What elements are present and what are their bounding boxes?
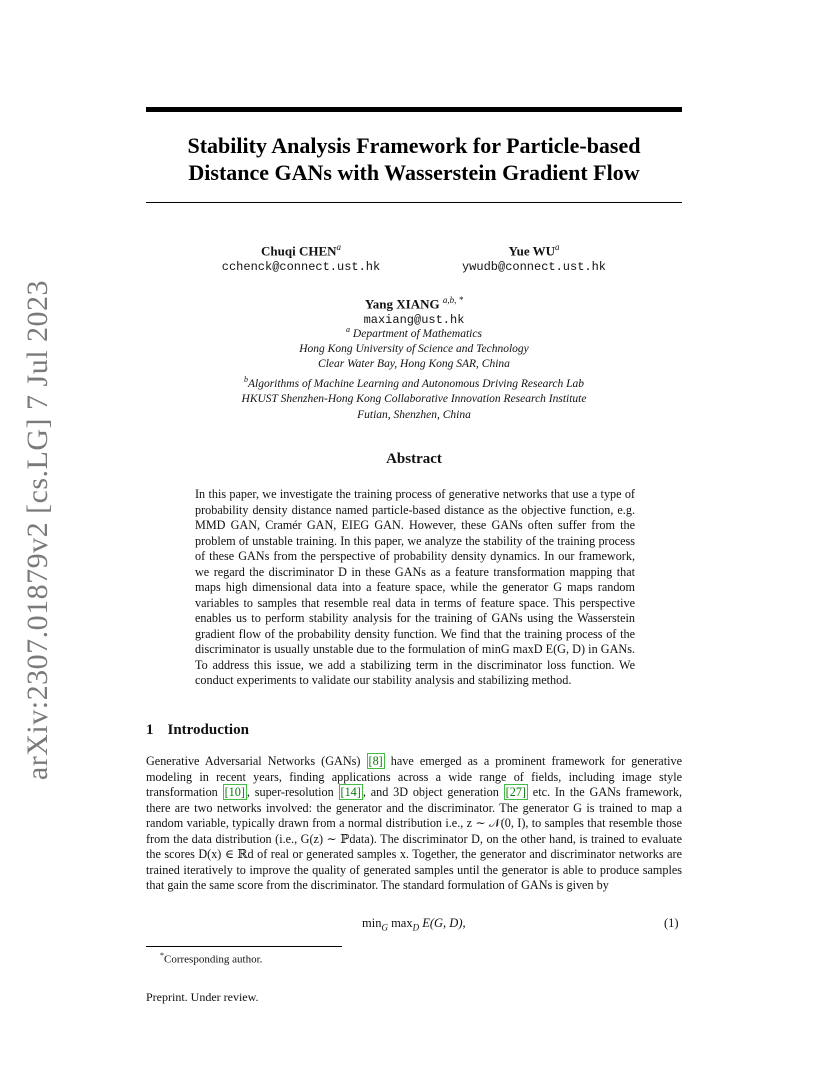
author-block [181, 239, 421, 276]
section-title: Introduction [167, 722, 249, 738]
arxiv-identifier-text: arXiv:2307.01879v2 [cs.LG] 7 Jul 2023 [21, 279, 54, 781]
section-number: 1 [146, 722, 154, 738]
author-email: ywudb@connect.ust.hk [461, 260, 607, 275]
author-email: cchenck@connect.ust.hk [221, 260, 381, 275]
author-block [414, 239, 654, 276]
section-heading [146, 722, 249, 739]
arxiv-identifier [8, 279, 68, 781]
citation-link[interactable]: [8] [368, 754, 383, 768]
author-name: Yang XIANG $^{a,b, *}$ [364, 295, 464, 312]
affiliation-line: Futian, Shenzhen, China [357, 408, 471, 421]
abstract-heading: Abstract [386, 451, 442, 467]
equation-1: $\min_G \max_D E(G$, D), [362, 916, 466, 933]
affiliation-line: HKUST Shenzhen-Hong Kong Collaborative Innovation Research Institute [241, 393, 587, 406]
paper-title: Stability Analysis Framework for Particle-based Distance GANs with Wasserstein Gradient Flow [187, 133, 641, 185]
author-name: Yue $WU^a$ [508, 242, 560, 259]
citation-link[interactable]: [14] [340, 785, 361, 799]
author-name: Chuqi CHEN$^a$ [261, 242, 341, 259]
affiliation-line: $^a$ Department of Mathematics [346, 325, 482, 340]
footnote-rule [146, 946, 342, 947]
citation-link[interactable]: [27] [505, 785, 526, 799]
equation-number: (1) [664, 916, 679, 930]
preprint-note: Preprint. Under review. [146, 990, 259, 1004]
affiliation-line: $^b$Algorithms of Machine Learning and Autonomous Driving Research Lab [243, 375, 585, 391]
intro-paragraph: Generative Adversarial Networks (GANs) [8] have emerged as a prominent framework for generative modeling in recent years, finding applications across a wide range of fields, including image style transformation [10] , super-resolution [14] , and 3D object generation [27] etc. In the GANs framework, there are two networks involved: the generator and the discriminator. The generator G is trained to map a random variable, typically drawn from a normal distribution i.e., z ∼ 𝒩(0, I), to samples that resemble those from the data distribution (i.e., G(z) ∼ ℙdata). The discriminator D, on the other hand, is trained to evaluate the scores D(x) ∈ ℝd of real or generated samples x. Together, the generator and discriminator networks are trained iteratively to improve the quality of generated samples until the generator is able to produce samples that gain the same score from the discriminator. The standard formulation of GANs is given by [146, 754, 682, 892]
abstract-text: In this paper, we investigate the training process of generative networks that use a type of probability density distance named particle-based distance as the objective function, e.g. MMD GAN, Cramér GAN, EIEG GAN. However, these GANs often suffer from the problem of unstable training. In this paper, we analyze the stability of the training process of these GANs from the perspective of probability density dynamics. In our framework, we regard the discriminator D in these GANs as a feature transformation mapping that maps high dimensional data into a feature space, while the generator G maps random variables to samples that resemble real data in terms of feature space. This perspective enables us to perform stability analysis for the training of GANs using the Wasserstein gradient flow of the probability density function. We find that the training process of the discriminator is usually unstable due to the formulation of minG maxD E(G, D) in GANs. To address this issue, we add a stabilizing term in the discriminator loss function. We conduct experiments to validate our stability analysis and stabilizing method. [195, 487, 635, 687]
affiliations [180, 322, 648, 423]
title-top-rule [146, 107, 682, 112]
affiliation-line: Hong Kong University of Science and Technology [299, 343, 529, 356]
title-bottom-rule [146, 202, 682, 203]
footnote: *Corresponding author. [160, 951, 263, 966]
author-email: maxiang@ust.hk [363, 313, 465, 328]
affiliation-line: Clear Water Bay, Hong Kong SAR, China [318, 358, 510, 371]
citation-link[interactable]: [10] [224, 785, 245, 799]
